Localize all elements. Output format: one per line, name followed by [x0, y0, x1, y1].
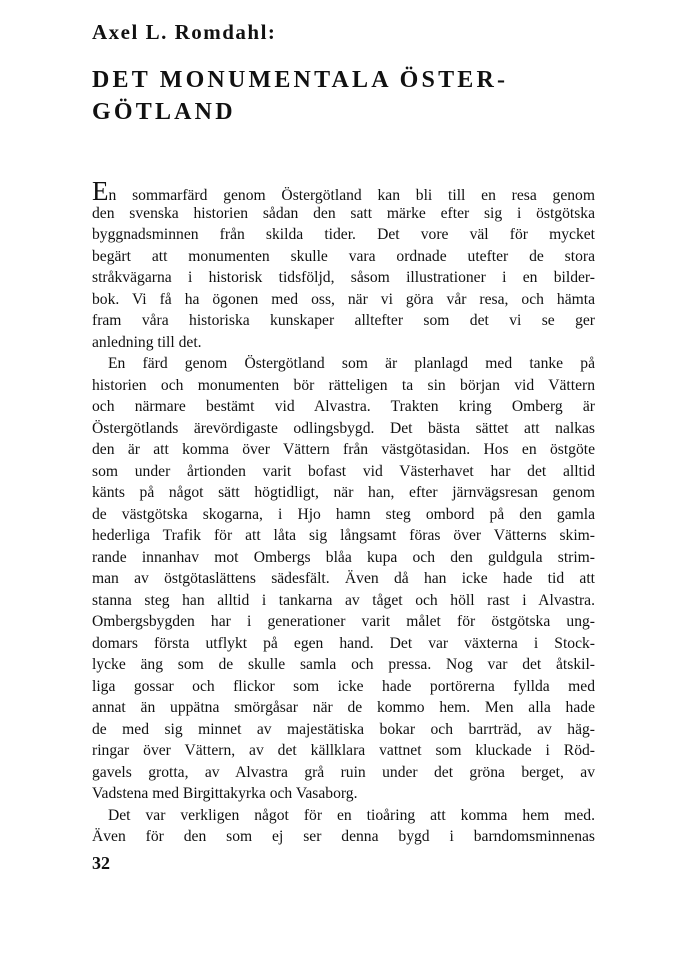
text-line: den svenska historien sådan den satt märke efter sig i östgötska	[92, 204, 595, 222]
drop-cap: E	[92, 176, 109, 206]
text-line-content: n sommarfärd genom Östergötland kan bli till en resa genom	[108, 187, 595, 204]
text-line: bok. Vi få ha ögonen med oss, när vi göra vår resa, och hämta	[92, 290, 595, 308]
text-line: de med sig minnet av majestätiska bokar och barrträd, av häg-	[92, 720, 595, 738]
text-line: gavels grotta, av Alvastra grå ruin under det gröna berget, av	[92, 763, 595, 781]
title-line: GÖTLAND	[92, 99, 236, 125]
text-line: hederliga Trafik för att låta sig långsamt föras över Vätterns skim-	[92, 527, 595, 544]
text-line: ringar över Vättern, av det källklara vattnet som kluckade i Röd-	[92, 742, 595, 759]
text-line: Det var verkligen något för en tioåring att komma hem med.	[108, 806, 595, 824]
text-line: byggnadsminnen från skilda tider. Det vore väl för mycket	[92, 226, 595, 243]
text-line: Ombergsbygden har i generationer varit målet för östgötska ung-	[92, 613, 595, 630]
text-line: Östergötlands ärevördigaste odlingsbygd. Det bästa sättet att nalkas	[92, 419, 595, 437]
text-line: annat än uppätna smörgåsar när de kommo hem. Men alla hade	[92, 699, 595, 716]
title-line: DET MONUMENTALA ÖSTER-	[92, 67, 509, 93]
text-line	[92, 176, 595, 206]
text-line: de västgötska skogarna, i Hjo hamn steg ombord på den gamla	[92, 505, 595, 523]
text-line: Vadstena med Birgittakyrka och Vasaborg.	[92, 785, 358, 802]
page-number: 32	[92, 853, 110, 873]
text-line: och närmare bestämt vid Alvastra. Trakten kring Omberg är	[92, 398, 595, 415]
text-line: stråkvägarna i historisk tidsföljd, såsom illustrationer i en bilder-	[92, 269, 595, 286]
chapter-title	[92, 64, 612, 128]
text-line: som under årtionden varit bofast vid Västerhavet har det alltid	[92, 462, 595, 480]
text-line: fram våra historiska kunskaper alltefter som det vi se ger	[92, 312, 595, 329]
text-line: stanna steg han alltid i tankarna av tåget och höll rast i Alvastra.	[92, 591, 595, 609]
text-line: lycke äng som de skulle samla och pressa. Nog var det åtskil-	[92, 656, 595, 673]
text-line: domars första utflykt på egen hand. Det var växterna i Stock-	[92, 634, 595, 652]
text-line: En färd genom Östergötland som är planlagd med tanke på	[108, 355, 595, 372]
text-line: anledning till det.	[92, 333, 202, 351]
text-line: man av östgötaslättens sädesfält. Även då han icke hade tid att	[92, 570, 595, 587]
text-line: historien och monumenten bör rätteligen ta sin början vid Vättern	[92, 376, 595, 394]
author-name: Axel L. Romdahl:	[92, 20, 277, 44]
text-line: liga gossar och flickor som icke hade portörerna fyllda med	[92, 677, 595, 695]
body-text	[92, 176, 595, 848]
text-line: den är att komma över Vättern från västgötasidan. Hos en östgöte	[92, 441, 595, 458]
text-line: rande innanhav mot Ombergs blåa kupa och den guldgula strim-	[92, 548, 595, 566]
text-line: känts på något sätt högtidligt, när han, efter järnvägsresan genom	[92, 484, 595, 501]
text-line: begärt att monumenten skulle vara ordnade utefter de stora	[92, 247, 595, 265]
text-line: Även för den som ej ser denna bygd i barndomsminnenas	[92, 828, 595, 845]
